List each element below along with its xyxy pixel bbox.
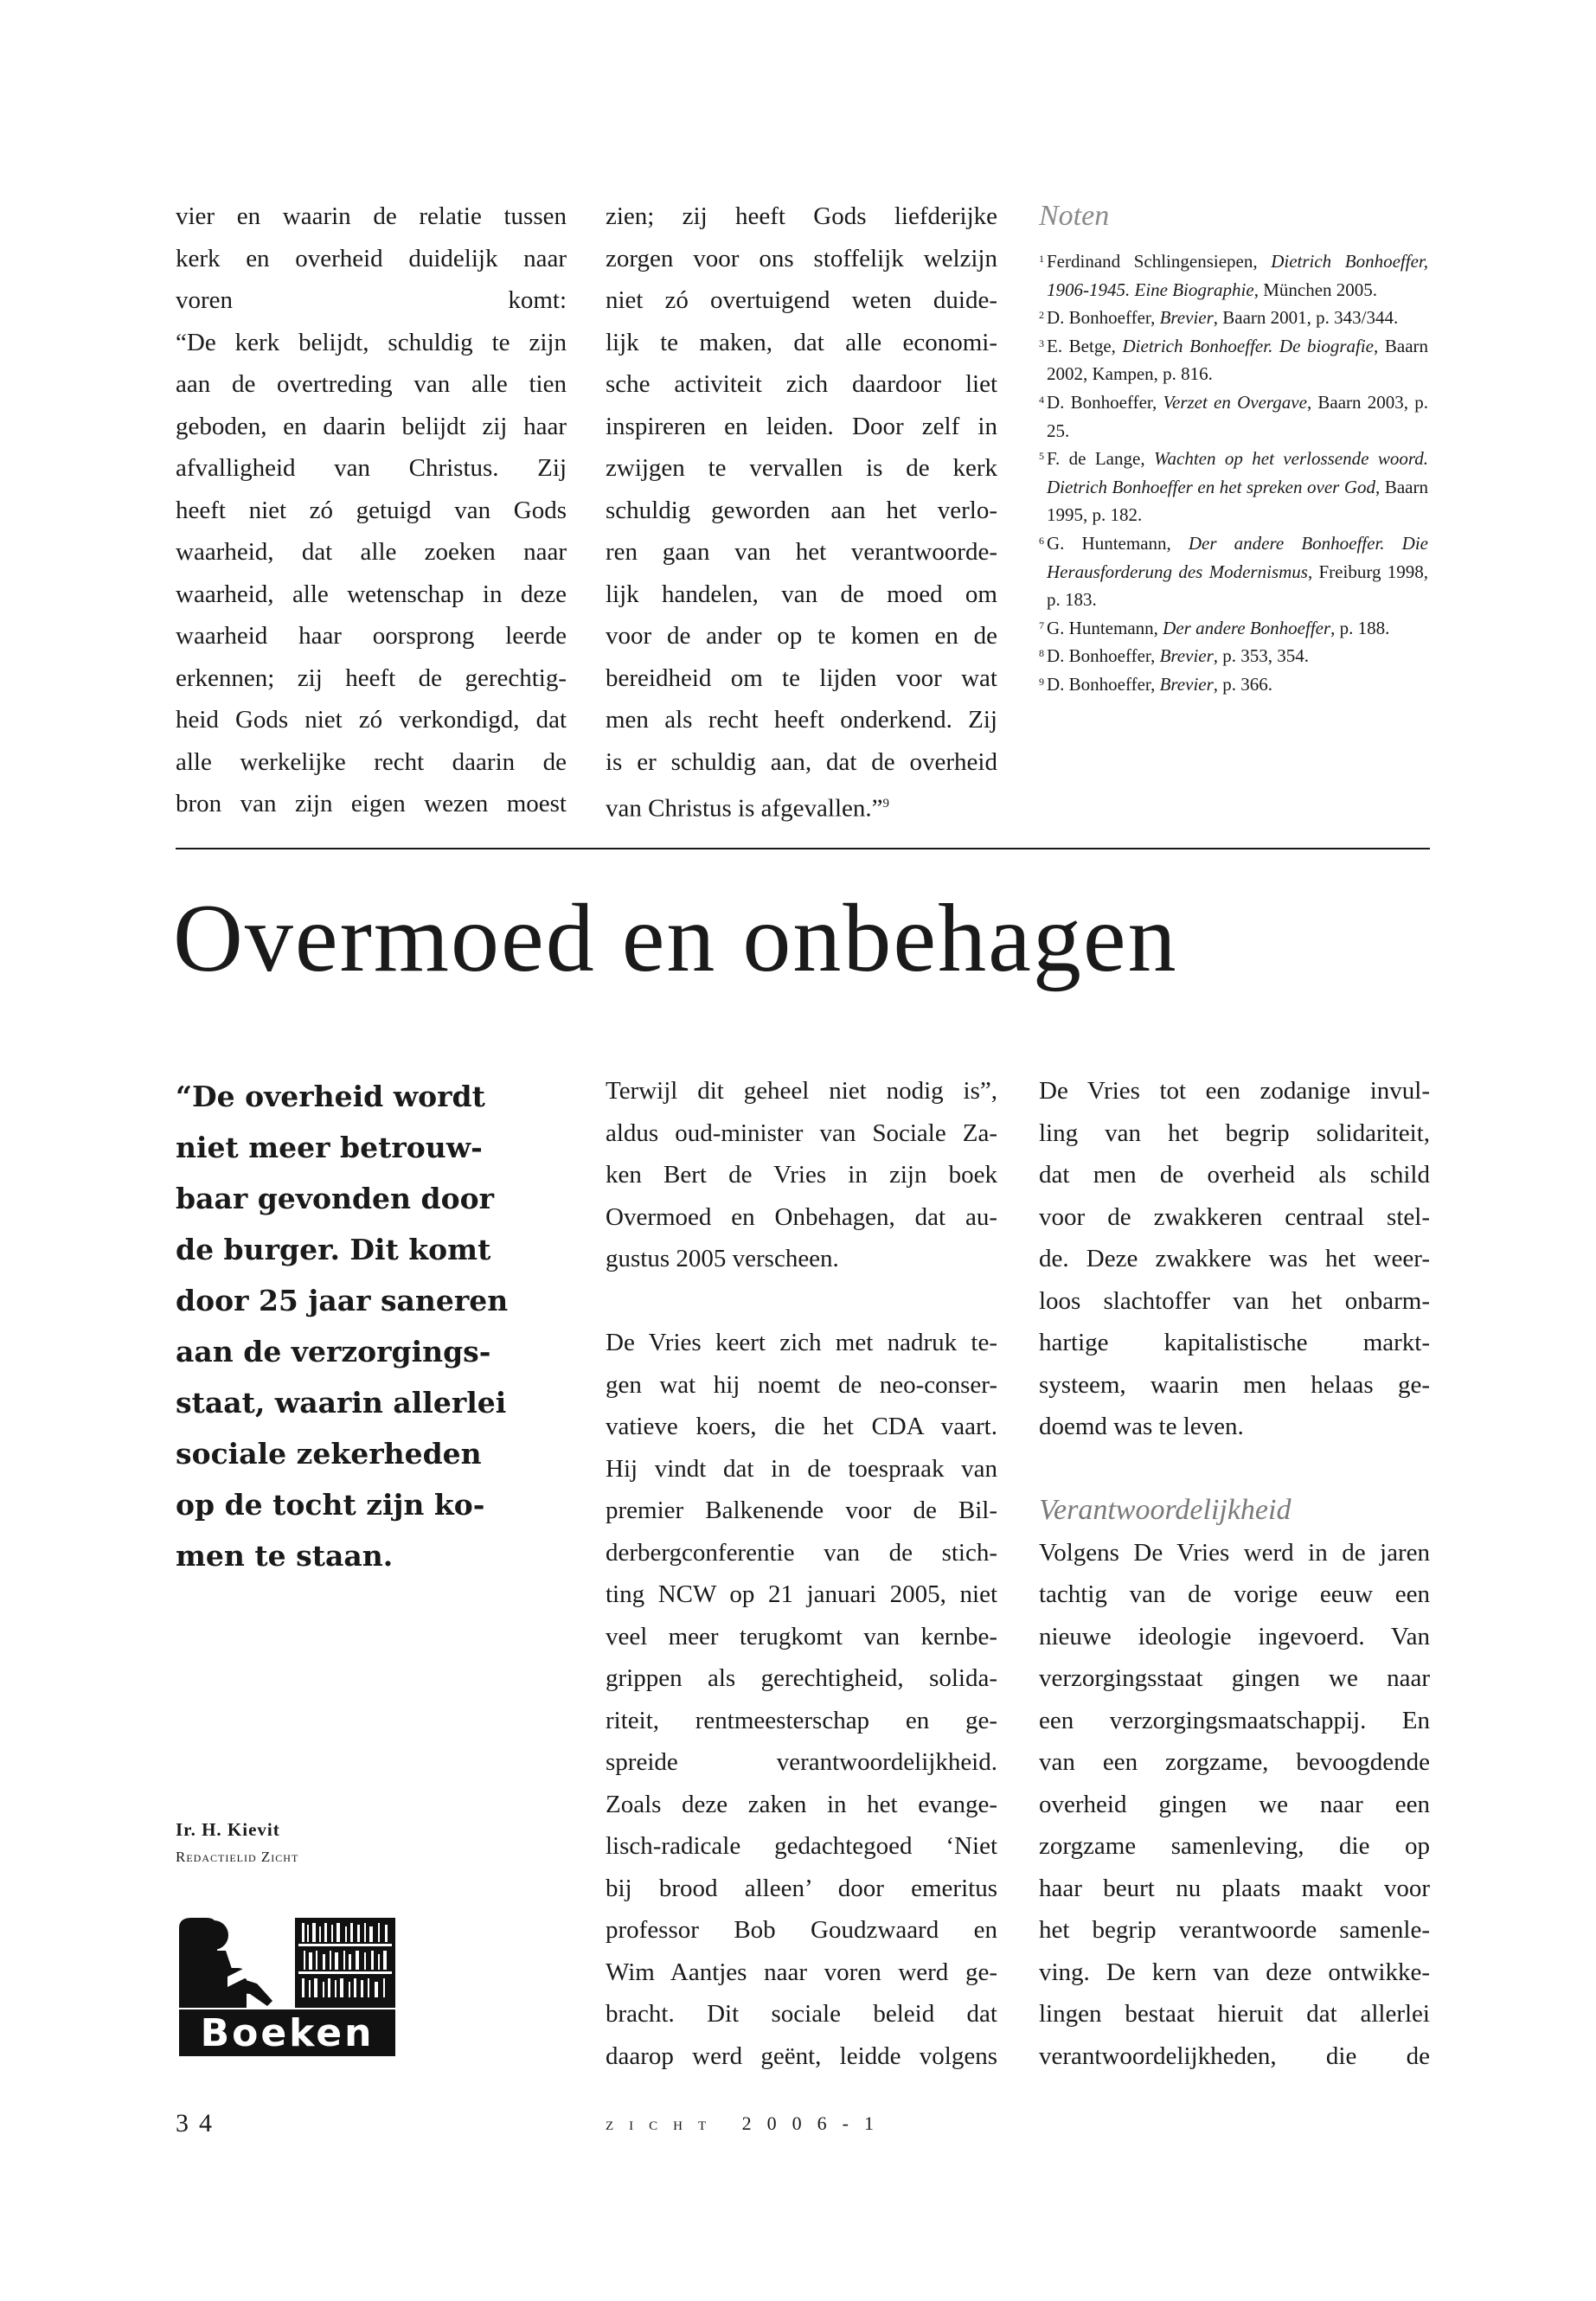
note-number: 3 [1039,336,1044,349]
note-details: , München 2005. [1253,279,1378,300]
text-line: inspireren en leiden. Door zelf in [606,412,997,440]
text-line: vier en waarin de relatie tussen [176,202,567,230]
text-line: bracht. Dit sociale beleid dat [606,2000,997,2028]
subheading: Verantwoordelijkheid [1039,1494,1292,1526]
note-details: , Baarn 2002, Kampen, p. 816. [1047,335,1429,385]
text-line: Volgens De Vries werd in de jaren [1039,1538,1430,1567]
reader-with-bookshelf-icon [177,1916,397,2058]
text-line: bereidheid om te lijden voor wat [606,663,997,692]
text-line: aldus oud-minister van Sociale Za- [606,1118,997,1147]
text-line: zwijgen te vervallen is de kerk [606,454,997,482]
text-line: gen wat hij noemt de neo-conser- [606,1370,997,1399]
text-line: zorgzame samenleving, die op [1039,1832,1430,1860]
text-line: geboden, en daarin belijdt zij haar [176,412,567,440]
note-item [1039,614,1428,643]
text-line: De Vries keert zich met nadruk te- [606,1329,997,1356]
note-item [1039,445,1428,529]
note-author: Ferdinand Schlingensiepen, [1047,251,1272,272]
text-line: verantwoordelijkheden, die de [1039,2041,1430,2070]
text-line: voor de ander op te komen en de [606,622,997,650]
bottom-column-2 [1039,1070,1430,2077]
note-title: Dietrich Bonhoeffer. De biografie [1122,335,1375,356]
text-line: ling van het begrip solidariteit, [1039,1118,1430,1147]
text-line: afvalligheid van Christus. Zij [176,454,567,482]
logo-label: Boeken [200,2011,375,2055]
note-author: F. de Lange, [1047,448,1154,470]
note-author: G. Huntemann, [1047,617,1163,638]
text-line: nieuwe ideologie ingevoerd. Van [1039,1622,1430,1650]
text-line: verzorgingsstaat gingen we naar [1039,1664,1430,1692]
pull-quote-line: staat, waarin allerlei [176,1386,507,1420]
note-title: Wachten op het verlossende woord. Dietrich Bonhoeffer en het spreken over God [1047,448,1428,497]
note-author: G. Huntemann, [1047,532,1189,554]
footnote-ref-9: 9 [882,797,890,811]
text-line: veel meer terugkomt van kernbe- [606,1622,997,1650]
note-item [1039,247,1428,304]
note-item [1039,388,1428,445]
note-author: D. Bonhoeffer, [1047,645,1160,667]
text-line: waarheid haar oorsprong leerde [176,622,567,650]
text-line: sche activiteit zich daardoor liet [606,370,997,398]
text-line: riteit, rentmeesterschap en ge- [606,1706,997,1734]
note-number: 7 [1039,619,1044,631]
text-line: grippen als gerechtigheid, solida- [606,1664,997,1692]
section-divider [176,848,1430,849]
text-line: zorgen voor ons stoffelijk welzijn [606,244,997,272]
note-details: , p. 366. [1213,673,1273,695]
pull-quote-line: “De overheid wordt [176,1080,485,1113]
notes-list [1039,247,1428,699]
text-line: zien; zij heeft Gods liefderijke [606,202,997,230]
bottom-column-1-paragraph-2 [606,1322,997,2077]
text-line: tachtig van de vorige eeuw een [1039,1580,1430,1608]
text-line: Zoals deze zaken in het evange- [606,1790,997,1818]
note-title: Brevier [1159,645,1214,667]
text-line: aan de overtreding van alle tien [176,370,567,398]
author-role: Redactielid Zicht [176,1849,299,1865]
pull-quote-line: men te staan. [176,1539,394,1573]
pull-quote [176,1071,548,1581]
text-line: bij brood alleen’ door emeritus [606,1874,997,1902]
pull-quote-line: door 25 jaar saneren [176,1284,509,1317]
text-line: is er schuldig aan, dat de overheid [606,747,997,776]
bottom-column-1-paragraph-1 [606,1070,997,1280]
text-line: van een zorgzame, bevoogdende [1039,1748,1430,1776]
text-line: Wim Aantjes naar voren werd ge- [606,1958,997,1986]
top-column-1 [176,195,567,825]
note-author: E. Betge, [1047,335,1123,356]
text-line: hartige kapitalistische markt- [1039,1329,1430,1356]
text-line: waarheid, alle wetenschap in deze [176,580,567,608]
text-line: het begrip verantwoorde samenle- [1039,1916,1430,1944]
note-details: , Freiburg 1998, p. 183. [1047,561,1428,611]
note-title: Brevier [1159,307,1214,329]
bottom-column-1 [606,1070,997,2077]
text-line: lijk te maken, dat alle economi- [606,328,997,356]
note-item [1039,529,1428,614]
note-details: , Baarn 1995, p. 182. [1047,476,1428,526]
note-number: 4 [1039,393,1044,406]
bottom-column-2-paragraph-1 [1039,1070,1430,1406]
text-line: waarheid, dat alle zoeken naar [176,538,567,566]
text-line: kerk en overheid duidelijk naar [176,244,567,272]
note-author: D. Bonhoeffer, [1047,307,1160,329]
text-line: men als recht heeft onderkend. Zij [606,706,997,734]
pull-quote-line: aan de verzorgings- [176,1335,491,1368]
text-line: voren komt: [176,286,567,314]
note-details: , Baarn 2003, p. 25. [1047,391,1428,441]
text-line: Terwijl dit geheel niet nodig is”, [606,1077,997,1105]
text-line: lisch-radicale gedachtegoed ‘Niet [606,1832,997,1860]
text-line: derbergconferentie van de stich- [606,1538,997,1567]
note-author: D. Bonhoeffer, [1047,391,1163,413]
top-column-2-last-line: van Christus is afgevallen.”$^9$ [606,794,890,823]
text-line: ken Bert de Vries in zijn boek [606,1161,997,1189]
text-line: heid Gods niet zó verkondigd, dat [176,706,567,734]
text-line: heeft niet zó getuigd van Gods [176,496,567,524]
notes-title: Noten [1039,200,1110,232]
text-line: professor Bob Goudzwaard en [606,1916,997,1944]
pull-quote-line: de burger. Dit komt [176,1233,491,1266]
page-number: 34 [176,2109,222,2138]
text-line: voor de zwakkeren centraal stel- [1039,1202,1430,1231]
note-author: D. Bonhoeffer, [1047,673,1160,695]
text-line: niet zó overtuigend weten duide- [606,286,997,314]
text-line: Hij vindt dat in de toespraak van [606,1454,997,1483]
note-title: Brevier [1159,673,1214,695]
note-title: Der andere Bonhoeffer [1163,617,1331,638]
text-line: dat men de overheid als schild [1039,1161,1430,1189]
note-details: , p. 353, 354. [1213,645,1310,667]
text-line: ving. De kern van deze ontwikke- [1039,1958,1430,1986]
text-line: overheid gingen we naar een [1039,1790,1430,1818]
note-title: Verzet en Overgave [1163,391,1307,413]
text-line: een verzorgingsmaatschappij. En [1039,1706,1430,1734]
top-column-2 [606,195,997,830]
text-line: systeem, waarin men helaas ge- [1039,1370,1430,1399]
text-line: ting NCW op 21 januari 2005, niet [606,1580,997,1608]
note-details: , p. 188. [1330,617,1390,638]
note-item [1039,304,1428,332]
text-line: premier Balkenende voor de Bil- [606,1497,997,1524]
note-number: 9 [1039,675,1044,688]
text-line: “De kerk belijdt, schuldig te zijn [176,328,567,356]
text-line: daarop werd geënt, leidde volgens [606,2041,997,2070]
note-number: 5 [1039,450,1044,463]
note-item [1039,670,1428,699]
note-details: , Baarn 2001, p. 343/344. [1213,307,1399,329]
bottom-column-2-paragraph-1-last: doemd was te leven. [1039,1413,1244,1440]
pull-quote-line: op de tocht zijn ko- [176,1488,485,1522]
running-footer: zicht 2006-1 [606,2112,889,2134]
note-item [1039,642,1428,670]
text-line: spreide verantwoordelijkheid. [606,1748,997,1776]
text-line: lijk handelen, van de moed om [606,580,997,608]
text-line: alle werkelijke recht daarin de [176,747,567,776]
text-line: bron van zijn eigen wezen moest [176,790,567,817]
text-line: gustus 2005 verscheen. [606,1245,839,1272]
note-number: 8 [1039,647,1044,660]
note-number: 2 [1039,309,1044,322]
pull-quote-line: baar gevonden door [176,1182,494,1215]
article-headline: Overmoed en onbehagen [173,885,1178,992]
text-line: ren gaan van het verantwoorde- [606,538,997,566]
text-line: De Vries tot een zodanige invul- [1039,1077,1430,1105]
note-title: Dietrich Bonhoeffer, 1906-1945. Eine Biographie [1047,251,1428,300]
pull-quote-line: niet meer betrouw- [176,1131,483,1164]
text-line: erkennen; zij heeft de gerechtig- [176,663,567,692]
bottom-column-2-paragraph-2 [1039,1532,1430,2078]
text-line: schuldig geworden aan het verlo- [606,496,997,524]
text-line: lingen bestaat hieruit dat allerlei [1039,2000,1430,2028]
author-name: Ir. H. Kievit [176,1819,280,1840]
pull-quote-line: sociale zekerheden [176,1437,482,1471]
text-line: Overmoed en Onbehagen, dat au- [606,1202,997,1231]
text-line: loos slachtoffer van het onbarm- [1039,1286,1430,1315]
notes-section [1039,195,1428,699]
text-line: de. Deze zwakkere was het weer- [1039,1245,1430,1272]
text-line: vatieve koers, die het CDA vaart. [606,1413,997,1440]
note-item [1039,332,1428,388]
note-number: 1 [1039,253,1044,265]
note-title: Der andere Bonhoeffer. Die Herausforderung des Modernismus [1047,532,1428,582]
note-number: 6 [1039,534,1044,547]
text-line: haar beurt nu plaats maakt voor [1039,1874,1430,1902]
